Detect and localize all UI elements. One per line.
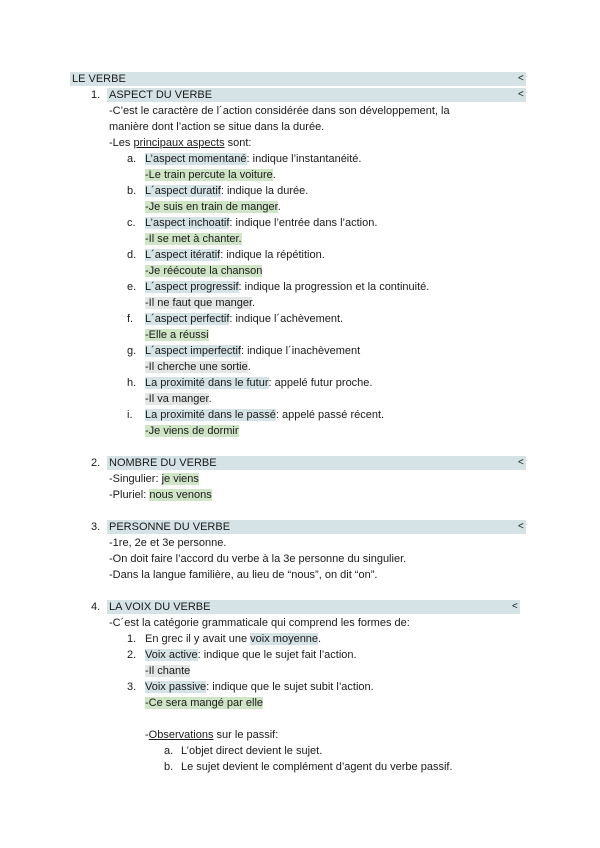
aspect-f-definition: L´aspect perfectif: indique l´achèvement. [145, 313, 344, 325]
aspect-a-marker: a. [127, 153, 137, 165]
observations-link: Observations [148, 729, 214, 741]
aspect-h-definition: La proximité dans le futur: appelé futur proche. [145, 377, 373, 389]
section-4-heading: LA VOIX DU VERBE [109, 601, 211, 613]
aspect-e-marker: e. [127, 281, 137, 293]
voice-2-line: Voix active: indique que le sujet fait l’action. [145, 649, 357, 661]
voice-3-example: -Ce sera mangé par elle [145, 697, 264, 709]
voice-3-number: 3. [127, 681, 137, 693]
aspect-g-example: -Il cherche une sortie. [145, 361, 251, 373]
aspect-d-term: L´aspect itératif [145, 249, 221, 261]
voice-2-example: -Il chante [145, 665, 191, 677]
aspect-b-term: L´aspect duratif [145, 185, 221, 197]
section-1-definition-line1: -C’est le caractère de l´action considérée dans son développement, la [109, 105, 450, 117]
aspect-i-marker: i. [127, 409, 133, 421]
singulier-line: -Singulier: je viens [109, 473, 199, 485]
section-1-heading: ASPECT DU VERBE [109, 89, 213, 101]
voice-1-line: En grec il y avait une voix moyenne. [145, 633, 322, 645]
aspect-c-definition: L’aspect inchoatif: indique l’entrée dans l’action. [145, 217, 378, 229]
observation-a-marker: a. [164, 745, 174, 757]
section-1-number: 1. [91, 89, 101, 101]
aspect-d-example: -Je réécoute la chanson [145, 265, 263, 277]
aspect-g-marker: g. [127, 345, 137, 357]
aspect-i-definition: La proximité dans le passé: appelé passé récent. [145, 409, 385, 421]
section-3-line3: -Dans la langue familière, au lieu de “nous”, on dit “on”. [109, 569, 378, 581]
section-3-line2: -On doit faire l’accord du verbe à la 3e personne du singulier. [109, 553, 407, 565]
aspect-c-marker: c. [127, 217, 136, 229]
aspect-b-marker: b. [127, 185, 137, 197]
aspect-d-definition: L´aspect itératif: indique la répétition. [145, 249, 325, 261]
aspect-a-definition: L’aspect momentané: indique l’instantanéité. [145, 153, 362, 165]
section-3-line1: -1re, 2e et 3e personne. [109, 537, 227, 549]
collapse-section-1-icon[interactable]: < [518, 89, 524, 100]
title-heading-bar [70, 72, 526, 86]
aspect-h-marker: h. [127, 377, 137, 389]
section-2-heading: NOMBRE DU VERBE [109, 457, 217, 469]
aspect-i-example: -Je viens de dormir [145, 425, 239, 437]
collapse-section-3-icon[interactable]: < [518, 521, 524, 532]
section-4-number: 4. [91, 601, 101, 613]
page-title: LE VERBE [72, 73, 126, 85]
voix-active-term: Voix active [145, 649, 198, 661]
observation-b-marker: b. [164, 761, 174, 773]
observations-line: -Observations sur le passif: [145, 729, 279, 741]
aspect-h-term: La proximité dans le futur [145, 377, 269, 389]
aspect-d-marker: d. [127, 249, 137, 261]
collapse-section-4-icon[interactable]: < [512, 601, 518, 612]
section-3-heading: PERSONNE DU VERBE [109, 521, 231, 533]
aspect-g-term: L´aspect imperfectif [145, 345, 241, 357]
voix-passive-term: Voix passive [145, 681, 207, 693]
aspect-c-term: L’aspect inchoatif [145, 217, 230, 229]
aspect-g-definition: L´aspect imperfectif: indique l´inachèvement [145, 345, 361, 357]
section-2-number: 2. [91, 457, 101, 469]
observation-a: L’objet direct devient le sujet. [181, 745, 323, 757]
aspect-f-marker: f. [127, 313, 134, 325]
aspect-e-term: L´aspect progressif [145, 281, 239, 293]
observation-b: Le sujet devient le complément d’agent du verbe passif. [181, 761, 453, 773]
principaux-aspects-link: principaux aspects [133, 137, 225, 149]
voix-moyenne-term: voix moyenne [250, 633, 319, 645]
section-3-number: 3. [91, 521, 101, 533]
aspect-e-definition: L´aspect progressif: indique la progression et la continuité. [145, 281, 430, 293]
pluriel-line: -Pluriel: nous venons [109, 489, 212, 501]
aspect-f-term: L´aspect perfectif [145, 313, 230, 325]
aspect-a-example: -Le train percute la voiture. [145, 169, 276, 181]
section-1-intro: -Les principaux aspects sont: [109, 137, 252, 149]
aspect-e-example: -Il ne faut que manger. [145, 297, 256, 309]
collapse-title-icon[interactable]: < [518, 73, 524, 84]
aspect-i-term: La proximité dans le passé [145, 409, 276, 421]
voice-2-number: 2. [127, 649, 137, 661]
aspect-h-example: -Il va manger. [145, 393, 212, 405]
aspect-a-term: L’aspect momentané [145, 153, 247, 165]
aspect-b-example: -Je suis en train de manger. [145, 201, 281, 213]
section-1-definition-line2: manière dont l’action se situe dans la durée. [109, 121, 325, 133]
aspect-b-definition: L´aspect duratif: indique la durée. [145, 185, 309, 197]
collapse-section-2-icon[interactable]: < [518, 457, 524, 468]
aspect-c-example: -Il se met à chanter. [145, 233, 242, 245]
voice-1-number: 1. [127, 633, 137, 645]
section-4-intro: -C´est la catégorie grammaticale qui comprend les formes de: [109, 617, 410, 629]
aspect-f-example: -Elle a réussi [145, 329, 209, 341]
voice-3-line: Voix passive: indique que le sujet subit l’action. [145, 681, 374, 693]
